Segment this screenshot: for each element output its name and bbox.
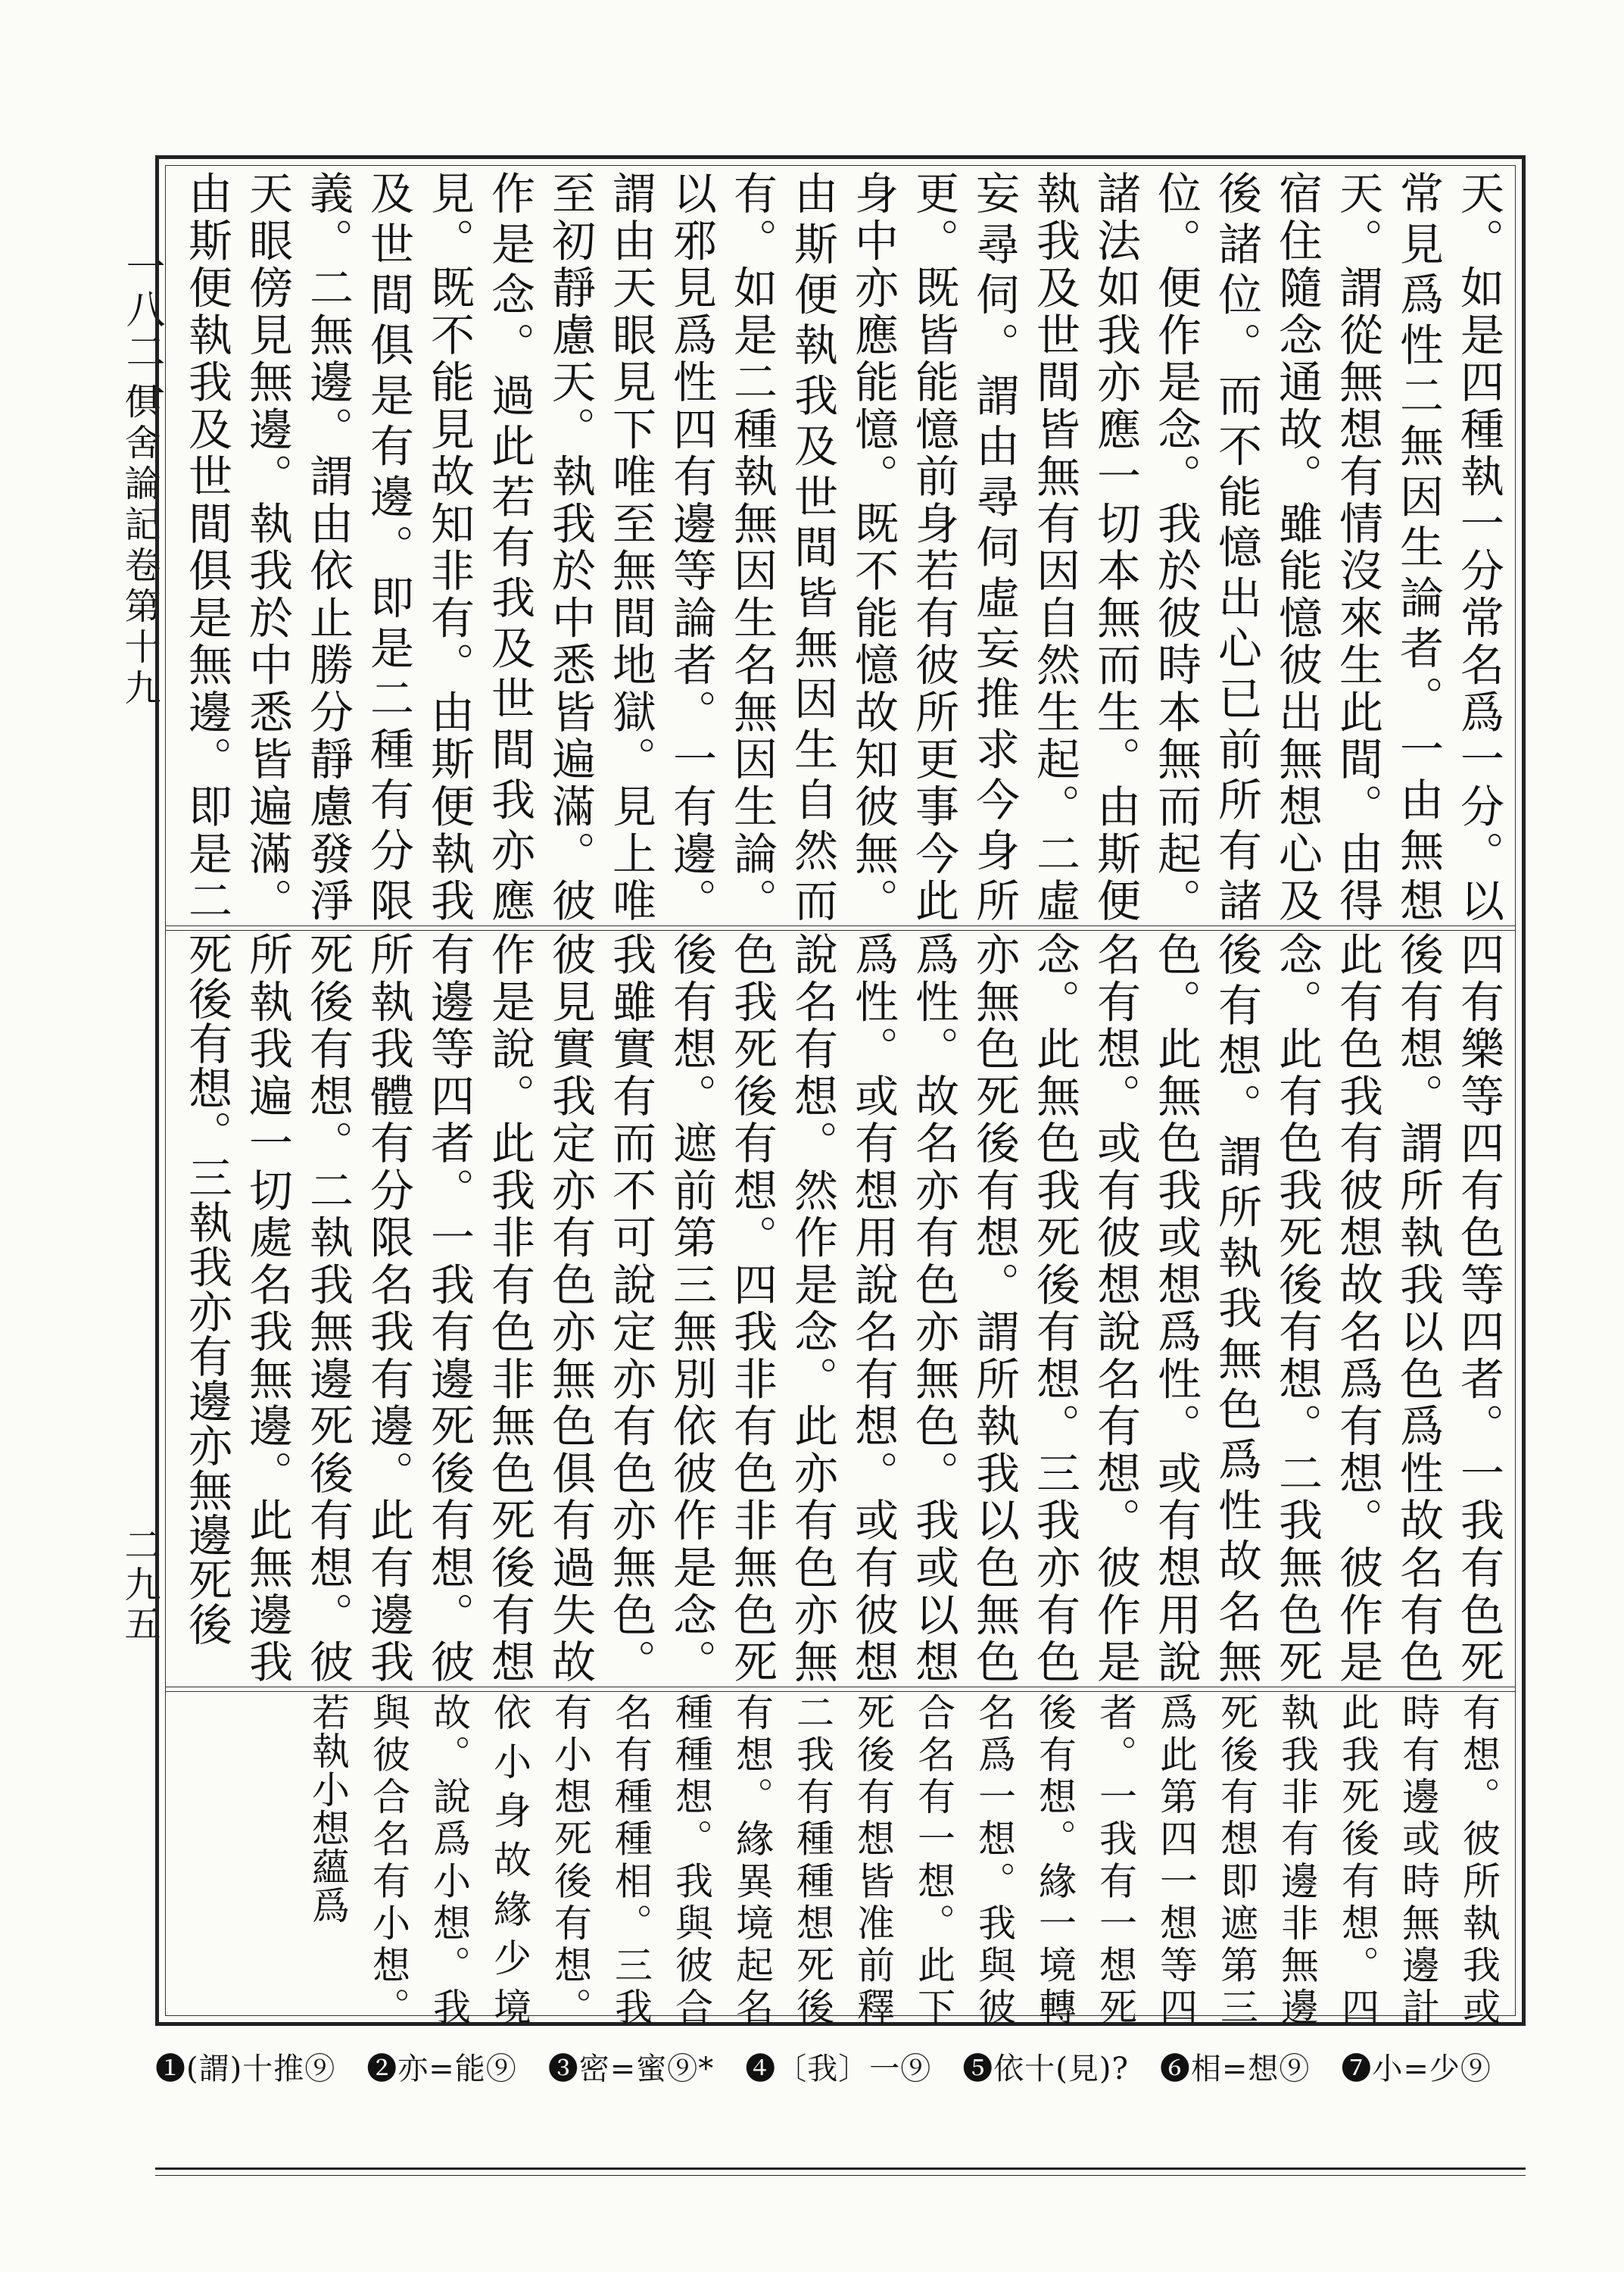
running-title: 俱舍論記卷第十九 xyxy=(118,382,161,710)
body-text-upper: 天。如是四種執一分常名爲一分。以常見爲性二無因生論者。一由無想天。謂從無想有情沒來生此間。由得宿住隨念通故。雖能憶彼出無想心及後諸位。而不能憶出心已前所有諸位。便作是念。我於彼時本無而起。諸法如我亦應一切本無而生。由斯便執我及世間皆無有因自然生起。二虛妄尋伺。謂由尋伺虛妄推求今身所更。既皆能憶前身若有彼所更事今此身中亦應能憶。既不能憶故知彼無。由斯便執我及世間皆無因生自然而有。如是二種執無因生名無因生論。以邪見爲性四有邊等論者。一有邊。謂由天眼見下唯至無間地獄。見上唯至初靜慮天。執我於中悉皆遍滿。彼作是念。過此若有我及世間我亦應見。既不能見故知非有。由斯便執我及世間俱是有邊。即是二種有分限義。二無邊。謂由依止勝分靜慮發淨天眼傍見無邊。執我於中悉皆遍滿。由斯便執我及世間俱是無邊。即是二 xyxy=(181,170,1504,922)
page-number: 一八二一 xyxy=(119,246,164,416)
body-text-middle: 四有樂等四有色等四者。一我有色死後有想。謂所執我以色爲性故名有色此有色我有彼想故名爲有想。彼作是念。此有色我死後有想。二我無色死後有想。謂所執我無色爲性故名無色。此無色我或想爲性。或有想用說名有想。或有彼想說名有想。彼作是念。此無色我死後有想。三我亦有色亦無色死後有想。謂所執我以色無色爲性。故名亦有色亦無色。我或以想爲性。或有想用說名有想。或有彼想說名有想。然作是念。此亦有色亦無色我死後有想。四我非有色非無色死後有想。遮前第三無別依彼作是念。我雖實有而不可說定亦有色亦無色。彼見實我定亦有色亦無色俱有過失故作是說。此我非有色非無色死後有想有邊等四者。一我有邊死後有想。彼所執我體有分限名我有邊。此有邊我死後有想。二執我無邊死後有想。彼所執我遍一切處名我無邊。此無邊我死後有想。三執我亦有邊亦無邊死後 xyxy=(181,932,1504,1684)
page-frame-inner xyxy=(165,165,1516,2026)
page-frame xyxy=(155,155,1526,2026)
text-register-lower xyxy=(166,1688,1515,2030)
text-register-middle xyxy=(166,927,1515,1688)
text-register-upper xyxy=(166,166,1515,927)
bottom-rule-thin xyxy=(155,2175,1526,2176)
register-divider-1 xyxy=(166,925,1515,926)
body-text-lower: 有想。彼所執我或時有邊或時無邊計此我死後有想。四執我非有邊非無邊死後有想即遮第三爲此第四一想等四者。一我有一想死後有想。緣一境轉名爲一想。我與彼合名有一想。此下死後有想皆准前釋二我有種種想死後有想。緣異境起名種種想。我與彼合名有種種相。三我有小想死後有想。依小身故緣少境故。說爲小想。我與彼合名有小想。若執小想蘊爲 xyxy=(306,1693,1501,2026)
bottom-rule xyxy=(155,2167,1526,2170)
footnotes: ❶(謂)十推⑨ ❷亦=能⑨ ❸密=蜜⑨* ❹〔我〕一⑨ ❺依十(見)? ❻相=想⑨ ❼小=少⑨ xyxy=(155,2052,1492,2086)
margin-number: 二九五 xyxy=(118,1526,161,1644)
